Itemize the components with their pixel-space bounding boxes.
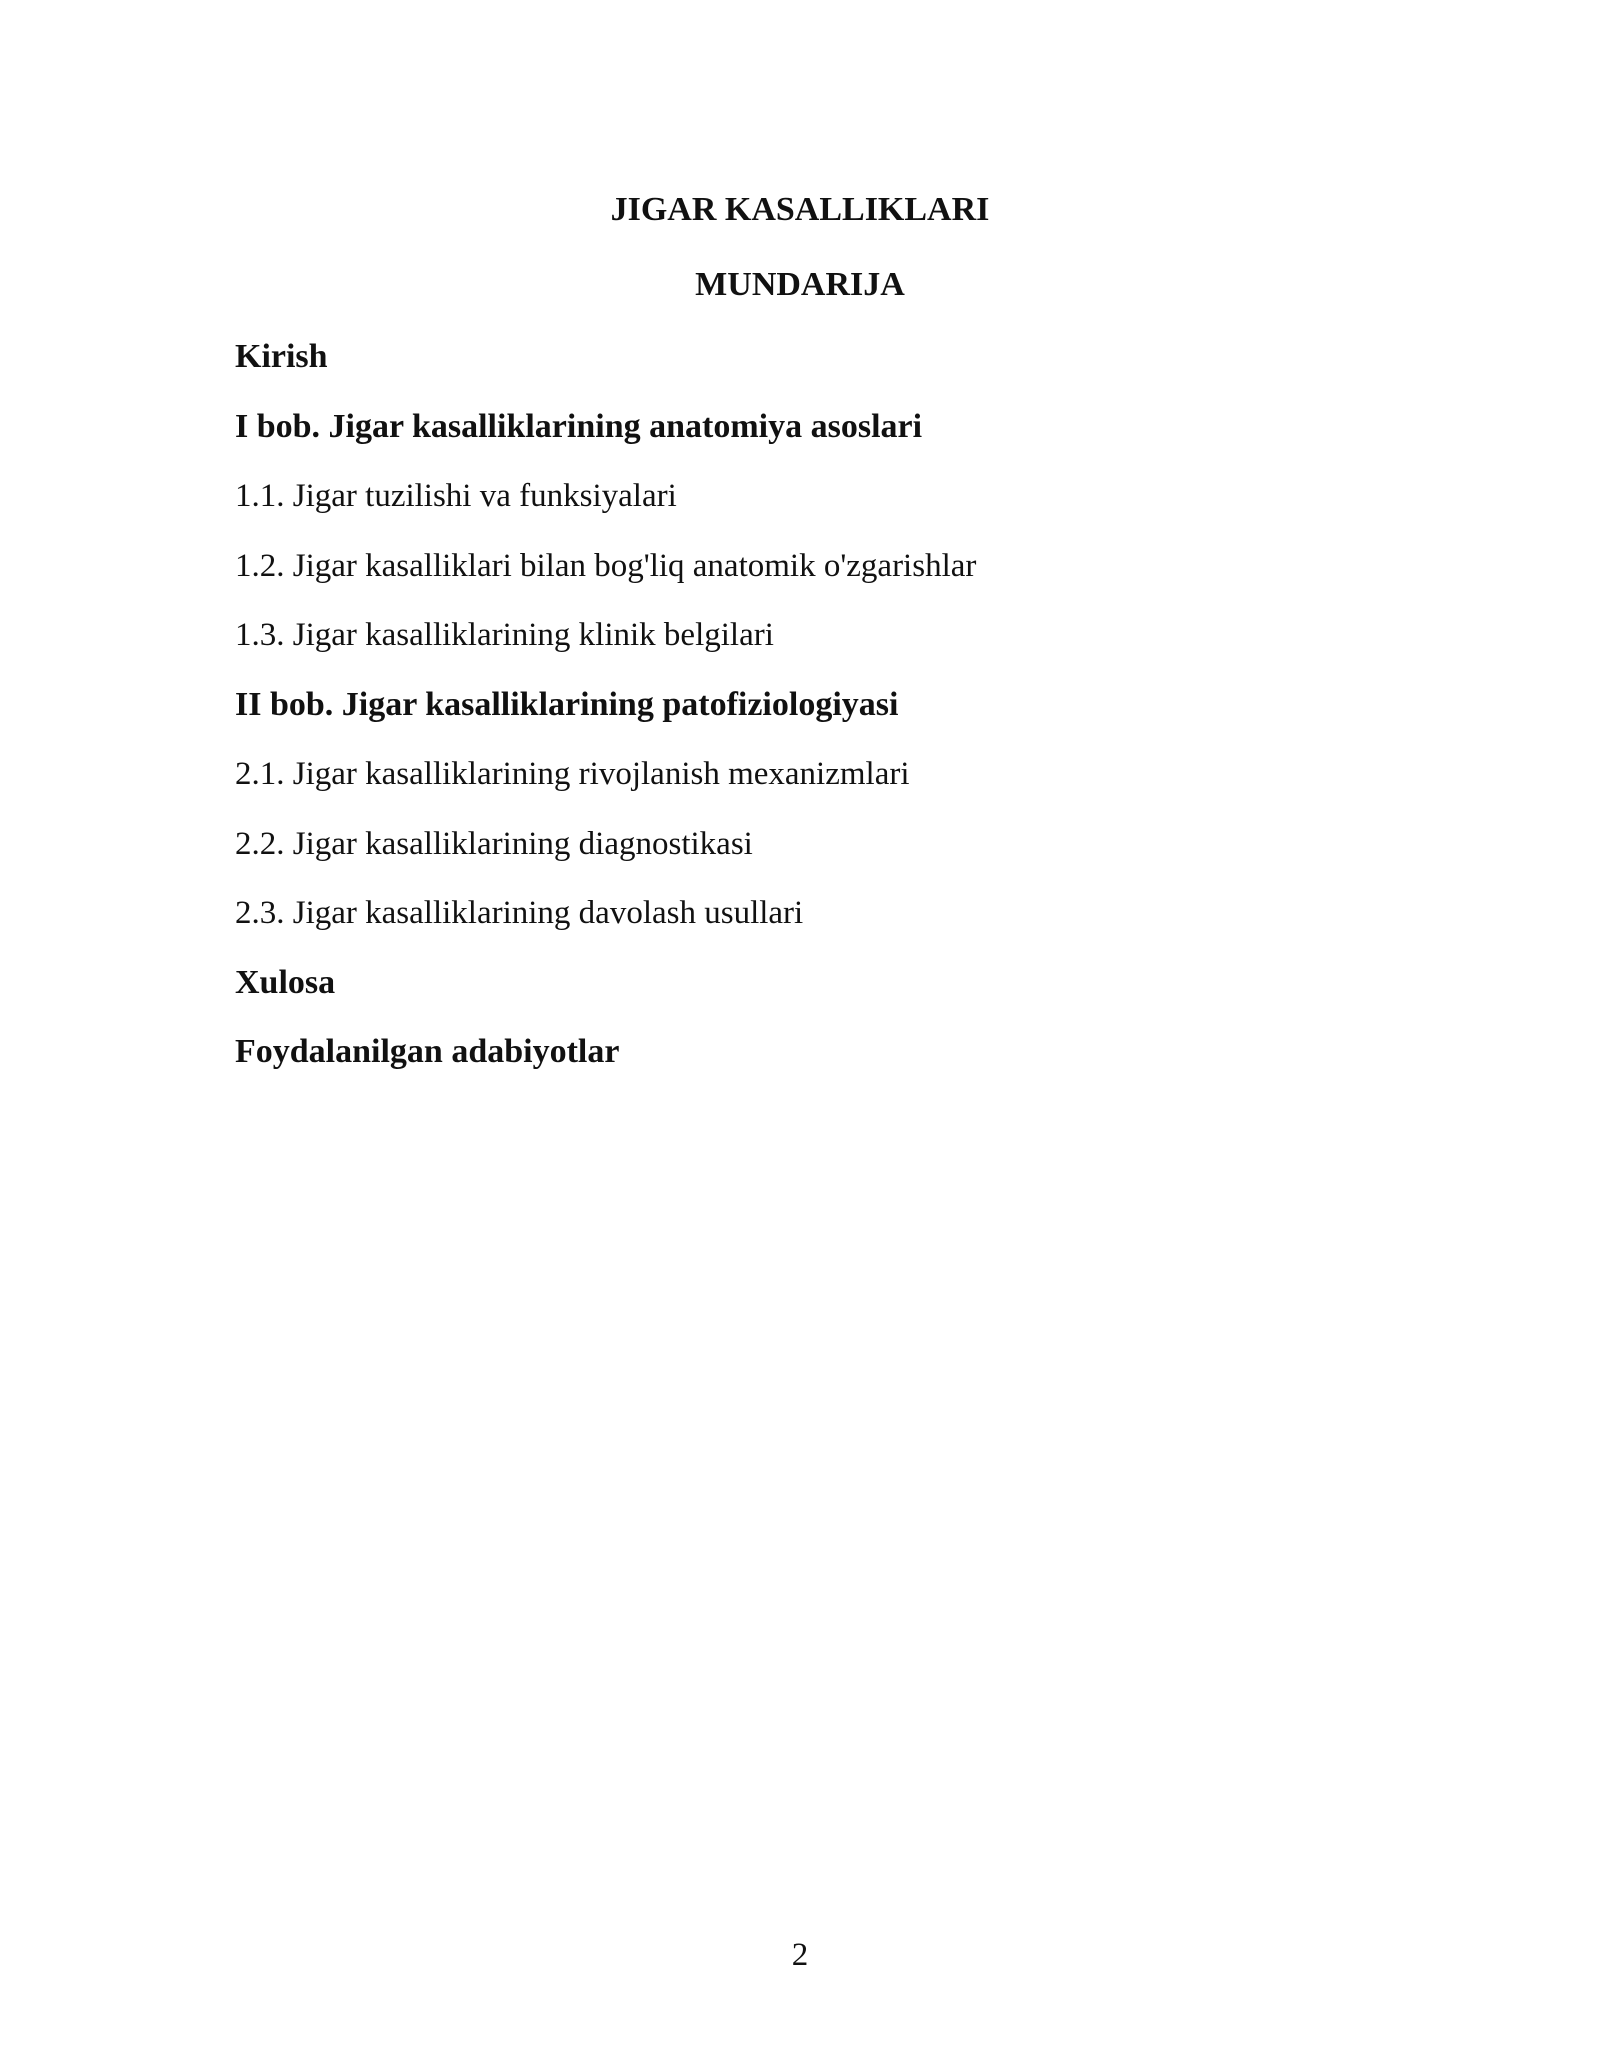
toc-entry-chapter-1: I bob. Jigar kasalliklarining anatomiya asoslari [235, 407, 923, 445]
table-of-contents [235, 337, 1435, 1102]
toc-entry-chapter-2: II bob. Jigar kasalliklarining patofiziologiyasi [235, 685, 899, 723]
toc-entry-section-1-2: 1.2. Jigar kasalliklari bilan bog'liq anatomik o'zgarishlar [235, 547, 977, 584]
toc-entry-references: Foydalanilgan adabiyotlar [235, 1033, 620, 1070]
toc-entry-introduction: Kirish [235, 338, 328, 375]
toc-entry-section-2-2: 2.2. Jigar kasalliklarining diagnostikasi [235, 825, 753, 862]
toc-entry-conclusion: Xulosa [235, 963, 336, 1001]
document-title: JIGAR KASALLIKLARI [610, 191, 990, 228]
page-number: 2 [791, 1937, 809, 1973]
toc-entry-section-1-1: 1.1. Jigar tuzilishi va funksiyalari [235, 478, 677, 514]
table-of-contents-heading: MUNDARIJA [695, 266, 905, 303]
toc-entry-section-2-1: 2.1. Jigar kasalliklarining rivojlanish mexanizmlari [235, 756, 910, 792]
toc-entry-section-1-3: 1.3. Jigar kasalliklarining klinik belgilari [235, 617, 774, 653]
toc-entry-section-2-3: 2.3. Jigar kasalliklarining davolash usullari [235, 895, 804, 931]
